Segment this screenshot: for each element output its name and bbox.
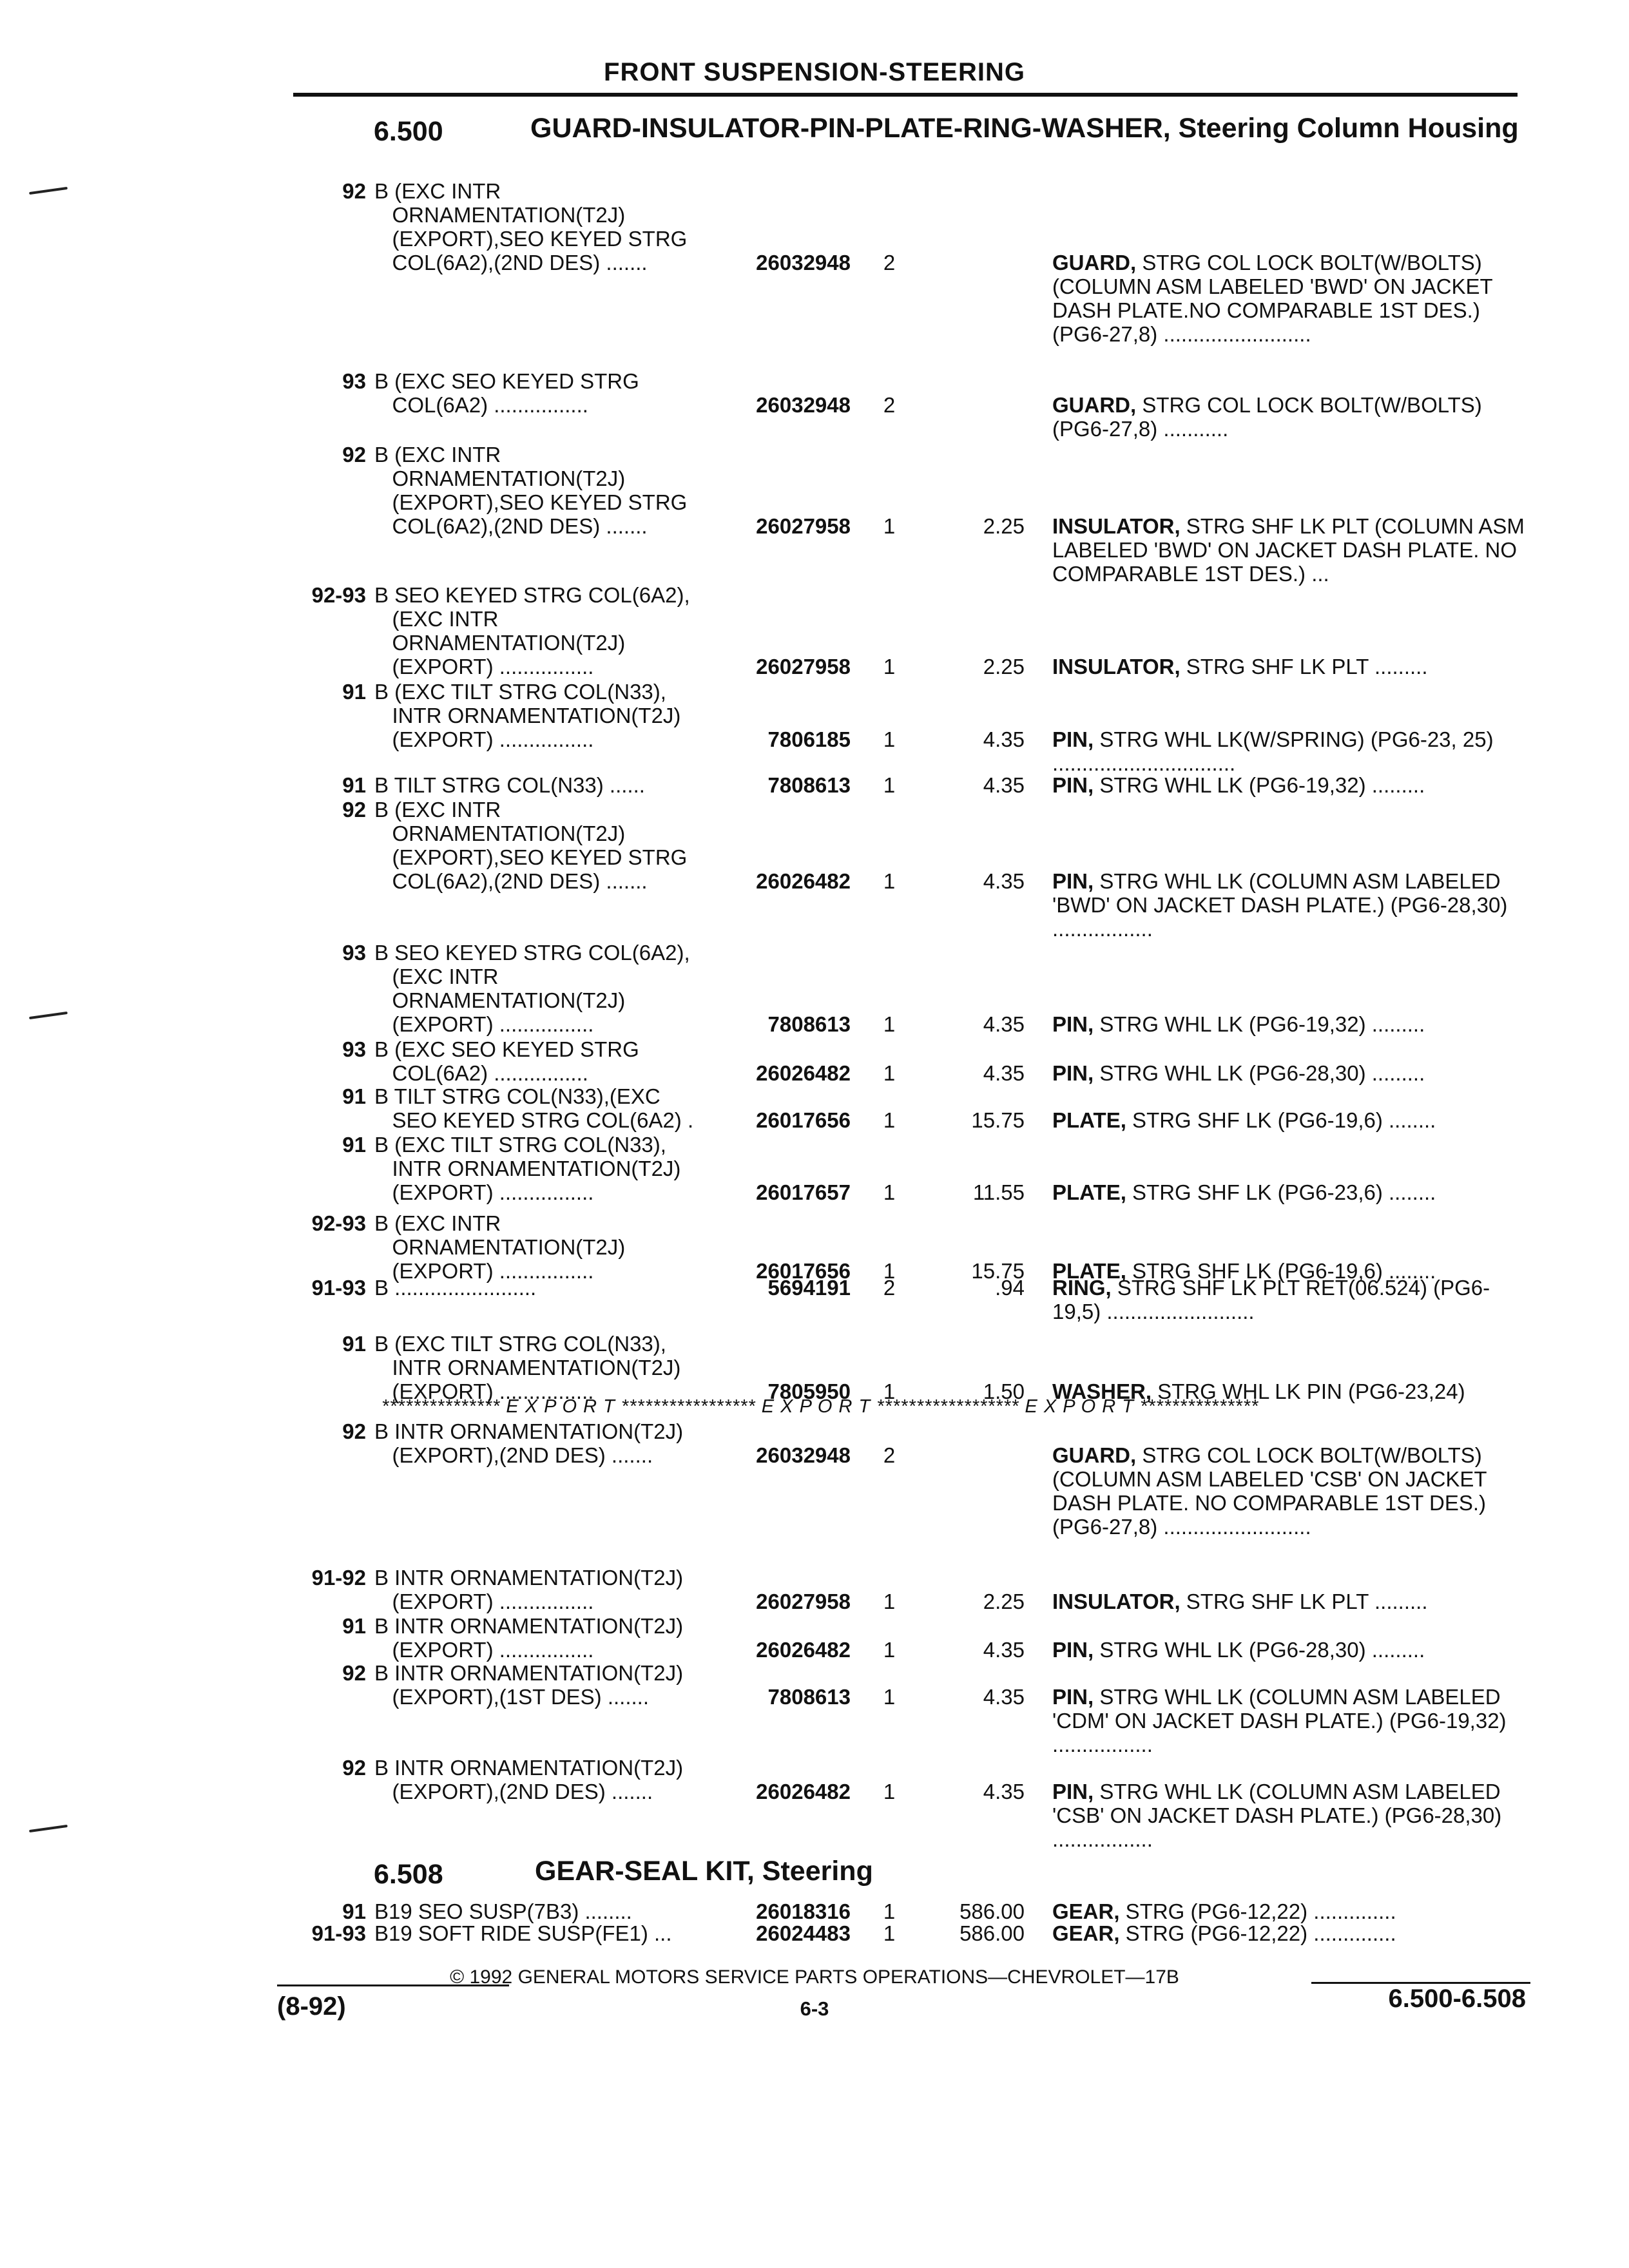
page-header-title: FRONT SUSPENSION-STEERING [604,58,1025,86]
part-number: 7808613 [767,1685,851,1709]
part-name-detail: STRG WHL LK(W/SPRING) (PG6-23, 25) ............................... [1052,727,1494,775]
quantity: 1 [883,514,896,538]
section-number: 6.500 [374,116,443,147]
quantity: 1 [883,773,896,797]
application-description: B INTR ORNAMENTATION(T2J) (EXPORT) ................ [374,1614,684,1662]
part-name-detail: STRG SHF LK (PG6-19,6) ........ [1126,1108,1436,1132]
part-name [1052,869,1526,941]
application-description: B (EXC SEO KEYED STRG COL(6A2) ................ [374,1037,639,1085]
quantity: 2 [883,251,896,274]
list-price: 4.35 [983,773,1025,797]
part-name-detail: STRG WHL LK (COLUMN ASM LABELED 'CDM' ON JACKET DASH PLATE.) (PG6-19,32) ................. [1052,1685,1507,1756]
part-name-noun: PIN, [1052,1012,1094,1036]
list-price: 4.35 [983,727,1025,751]
model-year: 91 [342,773,366,797]
quantity: 1 [883,1012,896,1036]
application-description: B INTR ORNAMENTATION(T2J) (EXPORT) ................ [374,1566,684,1613]
part-number: 7808613 [767,773,851,797]
footer-section-range: 6.500-6.508 [1388,1984,1526,2013]
quantity: 1 [883,1108,896,1132]
part-name [1052,1108,1526,1132]
list-price: 15.75 [971,1108,1025,1132]
model-year: 91 [342,1133,366,1157]
application-description: B ........................ [374,1276,537,1300]
quantity: 1 [883,1638,896,1662]
part-name-detail: STRG WHL LK (COLUMN ASM LABELED 'CSB' ON JACKET DASH PLATE.) (PG6-28,30) ................. [1052,1780,1502,1851]
quantity: 1 [883,655,896,678]
part-name [1052,1180,1526,1204]
application-description: B (EXC TILT STRG COL(N33), INTR ORNAMENTATION(T2J) (EXPORT) ................ [374,1332,681,1403]
part-name-noun: GEAR, [1052,1921,1120,1945]
part-number: 26027958 [756,1590,851,1613]
list-price: 2.25 [983,514,1025,538]
part-name-detail: STRG SHF LK PLT RET(06.524) (PG6-19,5) ......................... [1052,1276,1490,1323]
list-price: 2.25 [983,1590,1025,1613]
part-name-noun: PIN, [1052,869,1094,893]
part-number: 26027958 [756,514,851,538]
part-number: 26032948 [756,251,851,274]
part-name [1052,1590,1526,1613]
part-number: 7805950 [767,1379,851,1403]
part-name [1052,1638,1526,1662]
part-number: 26026482 [756,1061,851,1085]
footer-copyright: © 1992 GENERAL MOTORS SERVICE PARTS OPERATIONS—CHEVROLET—17B [450,1966,1179,1988]
application-description: B (EXC SEO KEYED STRG COL(6A2) ................ [374,369,639,417]
part-name [1052,393,1526,441]
model-year: 93 [342,941,366,965]
application-description: B (EXC TILT STRG COL(N33), INTR ORNAMENTATION(T2J) (EXPORT) ................ [374,680,681,751]
list-price: .94 [995,1276,1025,1300]
part-name [1052,1780,1526,1851]
part-name-noun: PIN, [1052,1685,1094,1709]
application-description: B TILT STRG COL(N33),(EXC SEO KEYED STRG COL(6A2) . [374,1084,694,1132]
model-year: 92 [342,443,366,466]
part-name-detail: STRG WHL LK (PG6-19,32) ......... [1094,773,1425,797]
part-name-detail: STRG WHL LK (COLUMN ASM LABELED 'BWD' ON JACKET DASH PLATE.) (PG6-28,30) ................. [1052,869,1508,941]
model-year: 92 [342,179,366,203]
part-name-detail: STRG SHF LK PLT (COLUMN ASM LABELED 'BWD' ON JACKET DASH PLATE. NO COMPARABLE 1ST DES.) ... [1052,514,1525,586]
model-year: 93 [342,1037,366,1061]
application-description: B INTR ORNAMENTATION(T2J) (EXPORT),(2ND DES) ....... [374,1419,684,1467]
model-year: 93 [342,369,366,393]
application-description: B (EXC INTR ORNAMENTATION(T2J) (EXPORT),SEO KEYED STRG COL(6A2),(2ND DES) ....... [374,798,688,893]
section-title: GEAR-SEAL KIT, Steering [535,1856,873,1887]
part-name-detail: STRG SHF LK PLT ......... [1180,655,1428,678]
model-year: 92 [342,1419,366,1443]
part-name-detail: STRG SHF LK (PG6-19,6) ........ [1126,1259,1436,1283]
list-price: 586.00 [959,1921,1025,1945]
part-name-noun: INSULATOR, [1052,655,1181,678]
list-price: 1.50 [983,1379,1025,1403]
part-name-noun: PLATE, [1052,1259,1126,1283]
application-description: B INTR ORNAMENTATION(T2J) (EXPORT),(1ST DES) ....... [374,1661,684,1709]
part-number: 26026482 [756,1780,851,1803]
quantity: 1 [883,1921,896,1945]
part-name [1052,773,1526,797]
model-year: 91-93 [311,1921,366,1945]
list-price: 586.00 [959,1899,1025,1923]
part-name-detail: STRG (PG6-12,22) .............. [1119,1899,1396,1923]
part-name-noun: PIN, [1052,1061,1094,1085]
part-number: 26017656 [756,1108,851,1132]
part-number: 26032948 [756,1443,851,1467]
part-name-detail: STRG WHL LK (PG6-28,30) ......... [1094,1061,1425,1085]
part-name-noun: PLATE, [1052,1108,1126,1132]
part-name [1052,727,1526,775]
model-year: 92-93 [311,1211,366,1235]
quantity: 1 [883,1180,896,1204]
application-description: B19 SEO SUSP(7B3) ........ [374,1899,632,1923]
part-number: 26017656 [756,1259,851,1283]
part-number: 26017657 [756,1180,851,1204]
part-name-noun: GUARD, [1052,251,1137,274]
section-title: GUARD-INSULATOR-PIN-PLATE-RING-WASHER, Steering Column Housing [530,113,1519,144]
quantity: 1 [883,1685,896,1709]
quantity: 1 [883,1899,896,1923]
part-number: 7806185 [767,727,851,751]
list-price: 4.35 [983,1012,1025,1036]
export-separator: *************** E X P O R T ***************** E X P O R T ****************** E X P O R T *************** [381,1396,1259,1417]
binding-mark [29,1825,68,1832]
part-name [1052,251,1526,346]
part-name-detail: STRG COL LOCK BOLT(W/BOLTS) (COLUMN ASM LABELED 'BWD' ON JACKET DASH PLATE.NO COMPARABLE 1ST DES.) (PG6-27,8) ......................... [1052,251,1493,346]
part-name [1052,1443,1526,1539]
application-description: B (EXC TILT STRG COL(N33), INTR ORNAMENTATION(T2J) (EXPORT) ................ [374,1133,681,1204]
part-number: 26026482 [756,869,851,893]
footer-date-code: (8-92) [277,1992,346,2021]
quantity: 1 [883,1590,896,1613]
part-name [1052,1276,1526,1323]
part-name-noun: PIN, [1052,773,1094,797]
list-price: 4.35 [983,1061,1025,1085]
quantity: 2 [883,393,896,417]
model-year: 91 [342,1899,366,1923]
list-price: 4.35 [983,1638,1025,1662]
model-year: 92 [342,1661,366,1685]
part-name [1052,1899,1526,1923]
application-description: B (EXC INTR ORNAMENTATION(T2J) (EXPORT),SEO KEYED STRG COL(6A2),(2ND DES) ....... [374,179,688,274]
part-name-detail: STRG SHF LK (PG6-23,6) ........ [1126,1180,1436,1204]
part-name-noun: PIN, [1052,1780,1094,1803]
part-number: 26027958 [756,655,851,678]
list-price: 4.35 [983,1780,1025,1803]
model-year: 91 [342,680,366,704]
part-name [1052,1685,1526,1756]
quantity: 2 [883,1443,896,1467]
quantity: 1 [883,727,896,751]
part-name-noun: RING, [1052,1276,1112,1300]
part-number: 5694191 [767,1276,851,1300]
part-number: 7808613 [767,1012,851,1036]
part-name-detail: STRG WHL LK (PG6-19,32) ......... [1094,1012,1425,1036]
part-name-noun: INSULATOR, [1052,1590,1181,1613]
application-description: B19 SOFT RIDE SUSP(FE1) ... [374,1921,672,1945]
application-description: B SEO KEYED STRG COL(6A2), (EXC INTR ORNAMENTATION(T2J) (EXPORT) ................ [374,941,690,1036]
model-year: 91-92 [311,1566,366,1590]
section-number: 6.508 [374,1859,443,1890]
list-price: 4.35 [983,1685,1025,1709]
part-name-noun: PIN, [1052,727,1094,751]
part-name-noun: PLATE, [1052,1180,1126,1204]
part-name [1052,655,1526,678]
list-price: 4.35 [983,869,1025,893]
part-number: 26018316 [756,1899,851,1923]
quantity: 1 [883,1379,896,1403]
part-name [1052,1061,1526,1085]
part-name-noun: GEAR, [1052,1899,1120,1923]
list-price: 2.25 [983,655,1025,678]
header-rule [293,93,1518,97]
part-name-noun: PIN, [1052,1638,1094,1662]
application-description: B (EXC INTR ORNAMENTATION(T2J) (EXPORT),SEO KEYED STRG COL(6A2),(2ND DES) ....... [374,443,688,538]
part-name-detail: STRG WHL LK PIN (PG6-23,24) [1152,1379,1465,1403]
model-year: 92 [342,1756,366,1780]
part-number: 26024483 [756,1921,851,1945]
model-year: 92-93 [311,583,366,607]
part-name-noun: INSULATOR, [1052,514,1181,538]
application-description: B INTR ORNAMENTATION(T2J) (EXPORT),(2ND DES) ....... [374,1756,684,1803]
binding-mark [29,1012,68,1019]
part-name-noun: GUARD, [1052,1443,1137,1467]
binding-mark [29,187,68,195]
model-year: 92 [342,798,366,822]
part-name [1052,514,1526,586]
part-name-detail: STRG SHF LK PLT ......... [1180,1590,1428,1613]
quantity: 1 [883,869,896,893]
quantity: 1 [883,1061,896,1085]
model-year: 91 [342,1332,366,1356]
part-name-detail: STRG COL LOCK BOLT(W/BOLTS) (PG6-27,8) ........... [1052,393,1482,441]
application-description: B (EXC INTR ORNAMENTATION(T2J) (EXPORT) ................ [374,1211,626,1283]
footer-page-number: 6-3 [800,1997,829,2020]
part-number: 26032948 [756,393,851,417]
part-name-noun: GUARD, [1052,393,1137,417]
model-year: 91-93 [311,1276,366,1300]
application-description: B SEO KEYED STRG COL(6A2), (EXC INTR ORNAMENTATION(T2J) (EXPORT) ................ [374,583,690,678]
model-year: 91 [342,1614,366,1638]
part-number: 26026482 [756,1638,851,1662]
part-name-detail: STRG WHL LK (PG6-28,30) ......... [1094,1638,1425,1662]
part-name-detail: STRG (PG6-12,22) .............. [1119,1921,1396,1945]
part-name [1052,1012,1526,1036]
application-description: B TILT STRG COL(N33) ...... [374,773,645,797]
quantity: 2 [883,1276,896,1300]
list-price: 15.75 [971,1259,1025,1283]
part-name [1052,1921,1526,1945]
quantity: 1 [883,1259,896,1283]
part-name-noun: WASHER, [1052,1379,1152,1403]
quantity: 1 [883,1780,896,1803]
list-price: 11.55 [972,1180,1025,1204]
model-year: 91 [342,1084,366,1108]
part-name-detail: STRG COL LOCK BOLT(W/BOLTS) (COLUMN ASM LABELED 'CSB' ON JACKET DASH PLATE. NO COMPARABLE 1ST DES.) (PG6-27,8) ......................... [1052,1443,1487,1539]
